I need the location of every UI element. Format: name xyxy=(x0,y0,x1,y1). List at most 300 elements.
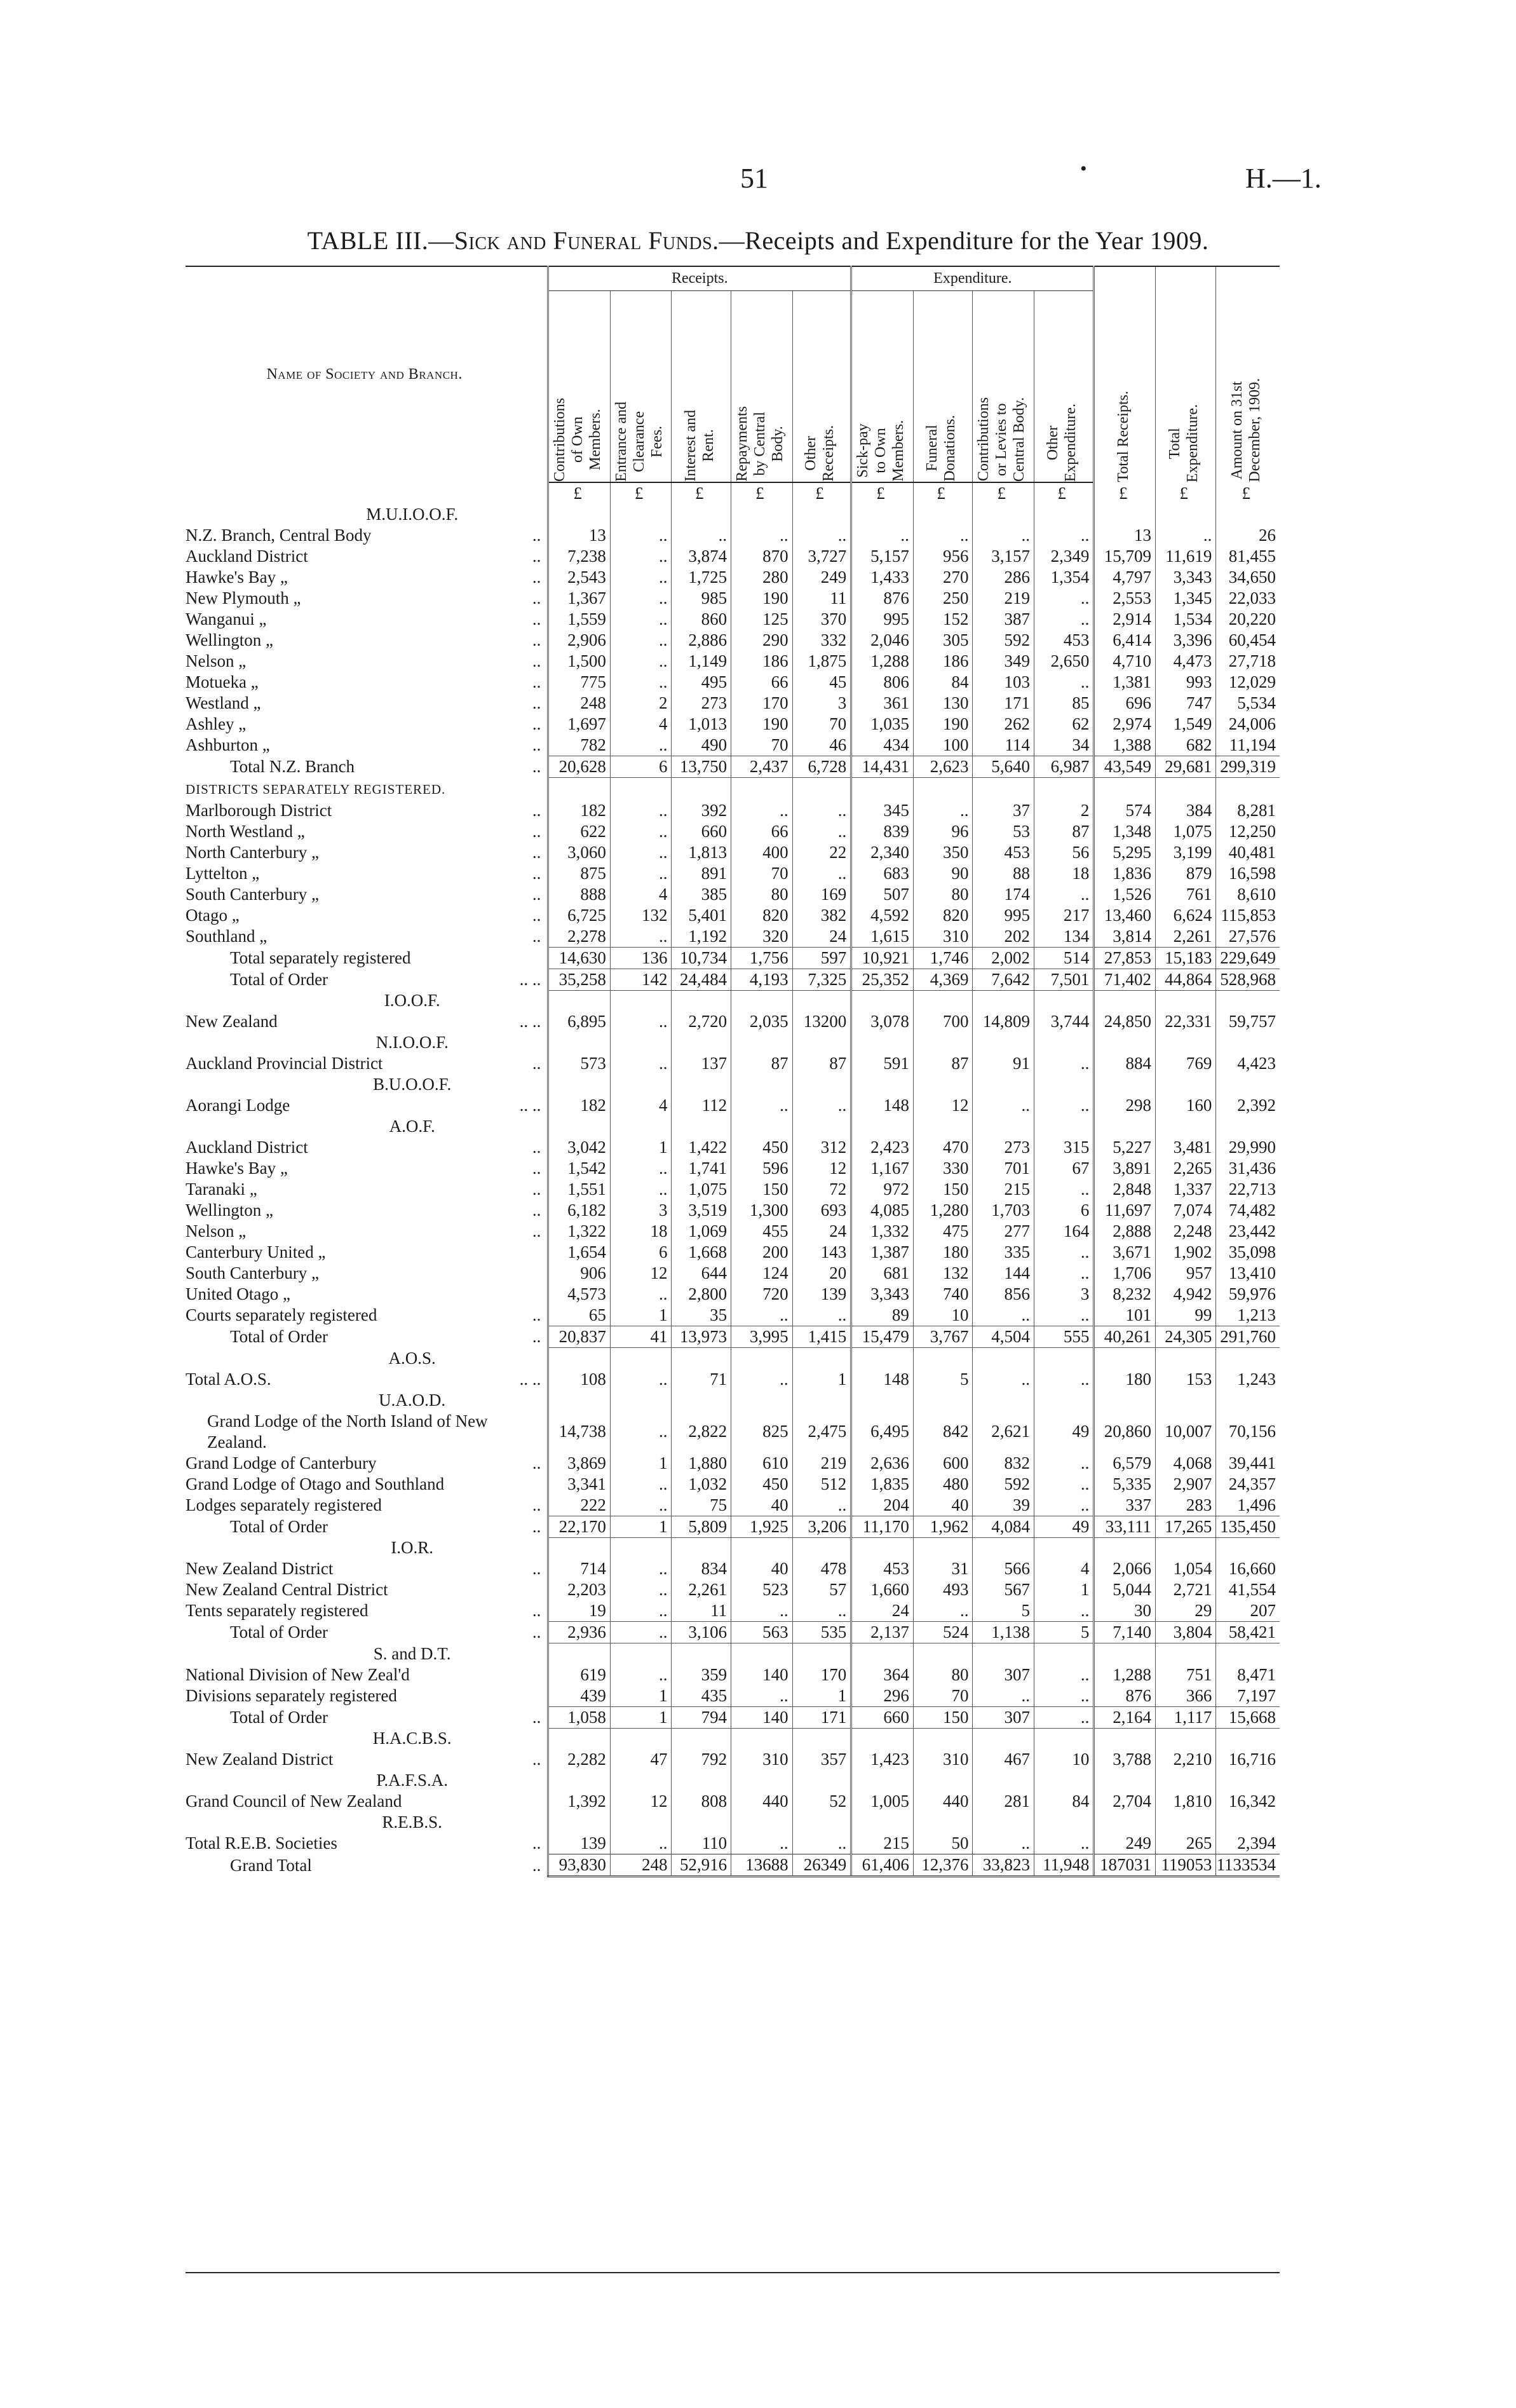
cell-value: 18 xyxy=(1034,863,1094,884)
cell-value: 11,697 xyxy=(1094,1200,1156,1221)
cell-value: 6,182 xyxy=(548,1200,611,1221)
cell-value: 219 xyxy=(792,1453,851,1474)
leader-dots: .. xyxy=(532,821,541,841)
row-label: N.Z. Branch, Central Body xyxy=(186,526,372,545)
cell-value: .. xyxy=(731,800,793,821)
cell-value: 1,392 xyxy=(548,1791,611,1812)
table-row xyxy=(186,1011,1280,1032)
table-row xyxy=(186,672,1280,693)
cell-value: 80 xyxy=(913,884,973,905)
cell-value: 2,475 xyxy=(792,1411,851,1453)
cell-value: 136 xyxy=(610,947,672,969)
cell-value: 5,401 xyxy=(672,905,731,926)
cell-value: 3 xyxy=(1034,1284,1094,1305)
row-label: Total A.O.S. xyxy=(186,1369,271,1389)
cell-value: 1,875 xyxy=(792,651,851,672)
table-row xyxy=(186,1600,1280,1622)
cell-value: 315 xyxy=(1034,1137,1094,1158)
cell-value: 47 xyxy=(610,1749,672,1770)
cell-value: 24 xyxy=(792,1221,851,1242)
cell-value: 14,809 xyxy=(973,1011,1034,1032)
society-name: P.A.F.S.A. xyxy=(376,1771,448,1790)
cell-value: .. xyxy=(973,1833,1034,1854)
cell-value: 312 xyxy=(792,1137,851,1158)
cell-value: 290 xyxy=(731,630,793,651)
currency-symbol: £ xyxy=(792,482,851,504)
cell-value: 101 xyxy=(1094,1305,1156,1326)
cell-value: .. xyxy=(792,525,851,546)
cell-value: .. xyxy=(973,525,1034,546)
column-header: Contributions of Own Members. xyxy=(548,291,611,483)
cell-value: .. xyxy=(1034,588,1094,609)
cell-value: 2,349 xyxy=(1034,546,1094,567)
cell-value: 15,709 xyxy=(1094,546,1156,567)
cell-value: 597 xyxy=(792,947,851,969)
cell-value: 52,916 xyxy=(672,1854,731,1877)
row-label: New Zealand xyxy=(186,1012,278,1031)
cell-value: 2,203 xyxy=(548,1579,611,1600)
table-row xyxy=(186,905,1280,926)
row-label: Grand Lodge of Canterbury xyxy=(186,1453,377,1473)
currency-symbol: £ xyxy=(548,482,611,504)
cell-value: 31 xyxy=(913,1558,973,1579)
page-number: 51 xyxy=(740,163,768,194)
society-name: H.A.C.B.S. xyxy=(372,1729,452,1748)
cell-value: 1,551 xyxy=(548,1179,611,1200)
cell-value: 842 xyxy=(913,1411,973,1453)
cell-value: 782 xyxy=(548,735,611,756)
table-row xyxy=(186,1305,1280,1326)
cell-value: 1,706 xyxy=(1094,1263,1156,1284)
cell-value: 31,436 xyxy=(1216,1158,1280,1179)
cell-value: 96 xyxy=(913,821,973,842)
cell-value: 87 xyxy=(913,1053,973,1074)
table-row xyxy=(186,588,1280,609)
cell-value: 1,496 xyxy=(1216,1495,1280,1516)
column-header: Entrance and Clearance Fees. xyxy=(610,291,672,483)
cell-value: 130 xyxy=(913,693,973,714)
table-title xyxy=(0,226,1516,255)
cell-value: 1,810 xyxy=(1156,1791,1216,1812)
row-label: Nelson „ xyxy=(186,651,247,670)
cell-value: 22 xyxy=(792,842,851,863)
cell-value: 769 xyxy=(1156,1053,1216,1074)
cell-value: 870 xyxy=(731,546,793,567)
cell-value: 1,746 xyxy=(913,947,973,969)
title-prefix: TABLE III.— xyxy=(307,226,454,255)
cell-value: 567 xyxy=(973,1579,1034,1600)
cell-value: 4,592 xyxy=(851,905,914,926)
cell-value: 480 xyxy=(913,1474,973,1495)
row-label: Marlborough District xyxy=(186,800,332,820)
cell-value: 29,681 xyxy=(1156,756,1216,778)
cell-value: 5 xyxy=(913,1369,973,1390)
cell-value: 4 xyxy=(610,1095,672,1116)
cell-value: 3,519 xyxy=(672,1200,731,1221)
table-row xyxy=(186,1179,1280,1200)
cell-value: 35,098 xyxy=(1216,1242,1280,1263)
cell-value: 2 xyxy=(1034,800,1094,821)
cell-value: 2,261 xyxy=(1156,926,1216,948)
cell-value: .. xyxy=(792,821,851,842)
cell-value: 1,243 xyxy=(1216,1369,1280,1390)
cell-value: 115,853 xyxy=(1216,905,1280,926)
cell-value: 761 xyxy=(1156,884,1216,905)
cell-value: 682 xyxy=(1156,735,1216,756)
cell-value: 13 xyxy=(548,525,611,546)
column-header: Interest and Rent. xyxy=(672,291,731,483)
cell-value: 114 xyxy=(973,735,1034,756)
cell-value: .. xyxy=(610,1284,672,1305)
cell-value: .. xyxy=(610,1158,672,1179)
cell-value: 1,433 xyxy=(851,567,914,588)
cell-value: 40 xyxy=(731,1558,793,1579)
title-small-caps: Sick and Funeral Funds. xyxy=(454,226,719,255)
cell-value: 182 xyxy=(548,800,611,821)
cell-value: .. xyxy=(913,525,973,546)
cell-value: 693 xyxy=(792,1200,851,1221)
cell-value: 190 xyxy=(913,714,973,735)
cell-value: .. xyxy=(610,546,672,567)
cell-value: .. xyxy=(610,1053,672,1074)
cell-value: 74,482 xyxy=(1216,1200,1280,1221)
cell-value: 13200 xyxy=(792,1011,851,1032)
cell-value: 6,987 xyxy=(1034,756,1094,778)
leader-dots: .. xyxy=(532,863,541,883)
cell-value: 382 xyxy=(792,905,851,926)
cell-value: 879 xyxy=(1156,863,1216,884)
cell-value: 22,713 xyxy=(1216,1179,1280,1200)
cell-value: 2,002 xyxy=(973,947,1034,969)
cell-value: 3,767 xyxy=(913,1326,973,1348)
cell-value: 135,450 xyxy=(1216,1516,1280,1537)
row-label: Grand Council of New Zealand xyxy=(186,1792,402,1811)
cell-value: .. xyxy=(610,1579,672,1600)
cell-value: 99 xyxy=(1156,1305,1216,1326)
cell-value: 22,170 xyxy=(548,1516,611,1537)
cell-value: 820 xyxy=(731,905,793,926)
cell-value: 1,280 xyxy=(913,1200,973,1221)
cell-value: .. xyxy=(792,800,851,821)
cell-value: 1,697 xyxy=(548,714,611,735)
cell-value: 2,248 xyxy=(1156,1221,1216,1242)
cell-value: 906 xyxy=(548,1263,611,1284)
cell-value: .. xyxy=(973,1095,1034,1116)
cell-value: 5,227 xyxy=(1094,1137,1156,1158)
cell-value: 91 xyxy=(973,1053,1034,1074)
society-name: R.E.B.S. xyxy=(382,1813,442,1832)
cell-value: 80 xyxy=(913,1664,973,1685)
cell-value: 700 xyxy=(913,1011,973,1032)
cell-value: 70 xyxy=(731,863,793,884)
cell-value: 683 xyxy=(851,863,914,884)
cell-value: 6,728 xyxy=(792,756,851,778)
cell-value: 1,288 xyxy=(1094,1664,1156,1685)
table-row xyxy=(186,1453,1280,1474)
cell-value: 5,295 xyxy=(1094,842,1156,863)
table-row xyxy=(186,863,1280,884)
cell-value: 6,895 xyxy=(548,1011,611,1032)
leader-dots: .. xyxy=(532,714,541,733)
cell-value: 41 xyxy=(610,1326,672,1348)
cell-value: 2,848 xyxy=(1094,1179,1156,1200)
society-name: N.I.O.O.F. xyxy=(376,1033,449,1052)
total-row xyxy=(186,947,1280,969)
row-label: Total separately registered xyxy=(230,948,411,967)
table-row xyxy=(186,546,1280,567)
cell-value: 8,281 xyxy=(1216,800,1280,821)
cell-value: 2,261 xyxy=(672,1579,731,1600)
cell-value: 4,423 xyxy=(1216,1053,1280,1074)
cell-value: 475 xyxy=(913,1221,973,1242)
cell-value: 3,078 xyxy=(851,1011,914,1032)
cell-value: 7,238 xyxy=(548,546,611,567)
cell-value: 152 xyxy=(913,609,973,630)
cell-value: .. xyxy=(610,1622,672,1643)
row-label: Wanganui „ xyxy=(186,609,267,629)
total-row xyxy=(186,1516,1280,1537)
cell-value: 701 xyxy=(973,1158,1034,1179)
cell-value: 182 xyxy=(548,1095,611,1116)
bottom-rule xyxy=(186,2272,1280,2273)
cell-value: 478 xyxy=(792,1558,851,1579)
cell-value: 1,422 xyxy=(672,1137,731,1158)
cell-value: 1 xyxy=(610,1305,672,1326)
cell-value: 566 xyxy=(973,1558,1034,1579)
cell-value: 103 xyxy=(973,672,1034,693)
cell-value: 150 xyxy=(913,1179,973,1200)
cell-value: 11,194 xyxy=(1216,735,1280,756)
row-label: Ashburton „ xyxy=(186,735,270,755)
row-label: Nelson „ xyxy=(186,1221,247,1241)
cell-value: 3,744 xyxy=(1034,1011,1094,1032)
leader-dots: .. xyxy=(532,800,541,820)
cell-value: .. xyxy=(610,588,672,609)
cell-value: 1,054 xyxy=(1156,1558,1216,1579)
cell-value: .. xyxy=(610,821,672,842)
leader-dots: .. xyxy=(532,757,541,776)
cell-value: 2,974 xyxy=(1094,714,1156,735)
row-label: North Westland „ xyxy=(186,821,305,841)
currency-symbol: £ xyxy=(1156,482,1216,504)
cell-value: 7,325 xyxy=(792,969,851,990)
cell-value: 4,473 xyxy=(1156,651,1216,672)
cell-value: 202 xyxy=(973,926,1034,948)
row-label: Wellington „ xyxy=(186,1201,274,1220)
currency-symbol: £ xyxy=(851,482,914,504)
cell-value: 66 xyxy=(731,672,793,693)
cell-value: 108 xyxy=(548,1369,611,1390)
cell-value: 1,542 xyxy=(548,1158,611,1179)
currency-row xyxy=(186,482,1280,504)
table-row xyxy=(186,800,1280,821)
cell-value: 1,013 xyxy=(672,714,731,735)
cell-value: 16,660 xyxy=(1216,1558,1280,1579)
receipts-group-header: Receipts. xyxy=(548,266,851,291)
cell-value: 956 xyxy=(913,546,973,567)
society-heading-row xyxy=(186,1643,1280,1664)
cell-value: 370 xyxy=(792,609,851,630)
cell-value: 14,431 xyxy=(851,756,914,778)
cell-value: .. xyxy=(610,926,672,948)
cell-value: 470 xyxy=(913,1137,973,1158)
cell-value: 171 xyxy=(792,1706,851,1728)
cell-value: 4,369 xyxy=(913,969,973,990)
cell-value: 186 xyxy=(913,651,973,672)
sick-funeral-funds-table xyxy=(186,266,1280,1877)
expenditure-group-header: Expenditure. xyxy=(851,266,1094,291)
cell-value: 140 xyxy=(731,1706,793,1728)
cell-value: 280 xyxy=(731,567,793,588)
cell-value: 832 xyxy=(973,1453,1034,1474)
currency-symbol: £ xyxy=(731,482,793,504)
leader-dots: .. xyxy=(532,842,541,862)
cell-value: 660 xyxy=(851,1706,914,1728)
cell-value: 18 xyxy=(610,1221,672,1242)
cell-value: 1,962 xyxy=(913,1516,973,1537)
society-name: S. and D.T. xyxy=(373,1643,451,1663)
cell-value: 305 xyxy=(913,630,973,651)
cell-value: 24 xyxy=(792,926,851,948)
total-row xyxy=(186,969,1280,990)
society-name: A.O.F. xyxy=(389,1117,435,1136)
cell-value: 6,725 xyxy=(548,905,611,926)
cell-value: 1 xyxy=(792,1685,851,1707)
currency-symbol: £ xyxy=(1216,482,1280,504)
leader-dots: .. xyxy=(532,1622,541,1642)
cell-value: 110 xyxy=(672,1833,731,1854)
cell-value: 35 xyxy=(672,1305,731,1326)
cell-value: 13,410 xyxy=(1216,1263,1280,1284)
cell-value: 2,636 xyxy=(851,1453,914,1474)
cell-value: 41,554 xyxy=(1216,1579,1280,1600)
cell-value: 1,075 xyxy=(672,1179,731,1200)
society-heading-row xyxy=(186,1348,1280,1369)
table-row xyxy=(186,630,1280,651)
cell-value: 2,914 xyxy=(1094,609,1156,630)
cell-value: 825 xyxy=(731,1411,793,1453)
title-rest: —Receipts and Expenditure for the Year 1909. xyxy=(719,226,1209,255)
cell-value: 455 xyxy=(731,1221,793,1242)
cell-value: 4,085 xyxy=(851,1200,914,1221)
cell-value: 58,421 xyxy=(1216,1622,1280,1643)
table-row xyxy=(186,926,1280,948)
cell-value: 3,396 xyxy=(1156,630,1216,651)
cell-value: 681 xyxy=(851,1263,914,1284)
cell-value: .. xyxy=(610,735,672,756)
cell-value: 2 xyxy=(610,693,672,714)
cell-value: 20,837 xyxy=(548,1326,611,1348)
cell-value: 12,376 xyxy=(913,1854,973,1877)
cell-value: .. xyxy=(610,1600,672,1622)
currency-symbol: £ xyxy=(913,482,973,504)
cell-value: 39 xyxy=(973,1495,1034,1516)
cell-value: 644 xyxy=(672,1263,731,1284)
row-label: Lyttelton „ xyxy=(186,863,260,883)
cell-value: 40,481 xyxy=(1216,842,1280,863)
cell-value: 1 xyxy=(610,1137,672,1158)
cell-value: 4 xyxy=(610,884,672,905)
cell-value: 125 xyxy=(731,609,793,630)
table-row xyxy=(186,1664,1280,1685)
cell-value: 1 xyxy=(1034,1579,1094,1600)
cell-value: 2,886 xyxy=(672,630,731,651)
cell-value: 2,543 xyxy=(548,567,611,588)
cell-value: 132 xyxy=(913,1263,973,1284)
cell-value: 3,788 xyxy=(1094,1749,1156,1770)
leader-dots: .. xyxy=(532,1707,541,1727)
leader-dots: .. xyxy=(532,526,541,545)
cell-value: 1,005 xyxy=(851,1791,914,1812)
table-row xyxy=(186,1749,1280,1770)
cell-value: 81,455 xyxy=(1216,546,1280,567)
cell-value: 248 xyxy=(610,1854,672,1877)
cell-value: 1,880 xyxy=(672,1453,731,1474)
row-label: Grand Total xyxy=(230,1855,312,1875)
cell-value: 349 xyxy=(973,651,1034,672)
cell-value: 495 xyxy=(672,672,731,693)
society-name: M.U.I.O.O.F. xyxy=(366,505,459,524)
cell-value: .. xyxy=(610,842,672,863)
cell-value: 20 xyxy=(792,1263,851,1284)
cell-value: .. xyxy=(610,630,672,651)
cell-value: 2,822 xyxy=(672,1411,731,1453)
cell-value: 792 xyxy=(672,1749,731,1770)
cell-value: 187031 xyxy=(1094,1854,1156,1877)
cell-value: 2,137 xyxy=(851,1622,914,1643)
cell-value: 307 xyxy=(973,1706,1034,1728)
cell-value: 453 xyxy=(851,1558,914,1579)
cell-value: 1 xyxy=(610,1453,672,1474)
cell-value: 70 xyxy=(731,735,793,756)
cell-value: 7,197 xyxy=(1216,1685,1280,1707)
cell-value: 3,060 xyxy=(548,842,611,863)
row-label: New Zealand District xyxy=(186,1750,334,1769)
cell-value: 512 xyxy=(792,1474,851,1495)
cell-value: 310 xyxy=(913,1749,973,1770)
cell-value: 1 xyxy=(610,1516,672,1537)
leader-dots: .. xyxy=(532,588,541,608)
table-row xyxy=(186,1053,1280,1074)
cell-value: 993 xyxy=(1156,672,1216,693)
row-label: Grand Lodge of Otago and Southland xyxy=(186,1474,445,1493)
row-label: National Division of New Zeal'd xyxy=(186,1664,410,1684)
row-label: Total of Order xyxy=(230,1707,328,1727)
cell-value: 619 xyxy=(548,1664,611,1685)
table-row xyxy=(186,842,1280,863)
leader-dots: .. .. xyxy=(519,1369,541,1389)
society-heading-row xyxy=(186,1116,1280,1137)
cell-value: 1,836 xyxy=(1094,863,1156,884)
row-label: Grand Lodge of the North Island of New Zealand. xyxy=(207,1411,488,1452)
row-label: Total N.Z. Branch xyxy=(230,757,355,776)
cell-value: 24,850 xyxy=(1094,1011,1156,1032)
cell-value: 794 xyxy=(672,1706,731,1728)
cell-value: 24,006 xyxy=(1216,714,1280,735)
cell-value: 6 xyxy=(1034,1200,1094,1221)
page-mark: • xyxy=(1080,158,1087,179)
table-row xyxy=(186,1685,1280,1707)
leader-dots: .. xyxy=(532,568,541,587)
cell-value: 361 xyxy=(851,693,914,714)
leader-dots: .. xyxy=(532,1305,541,1325)
cell-value: 34,650 xyxy=(1216,567,1280,588)
name-column-header: Name of Society and Branch. xyxy=(186,266,548,482)
cell-value: 3,727 xyxy=(792,546,851,567)
cell-value: 350 xyxy=(913,842,973,863)
cell-value: 1,354 xyxy=(1034,567,1094,588)
row-label: New Zealand District xyxy=(186,1559,334,1578)
